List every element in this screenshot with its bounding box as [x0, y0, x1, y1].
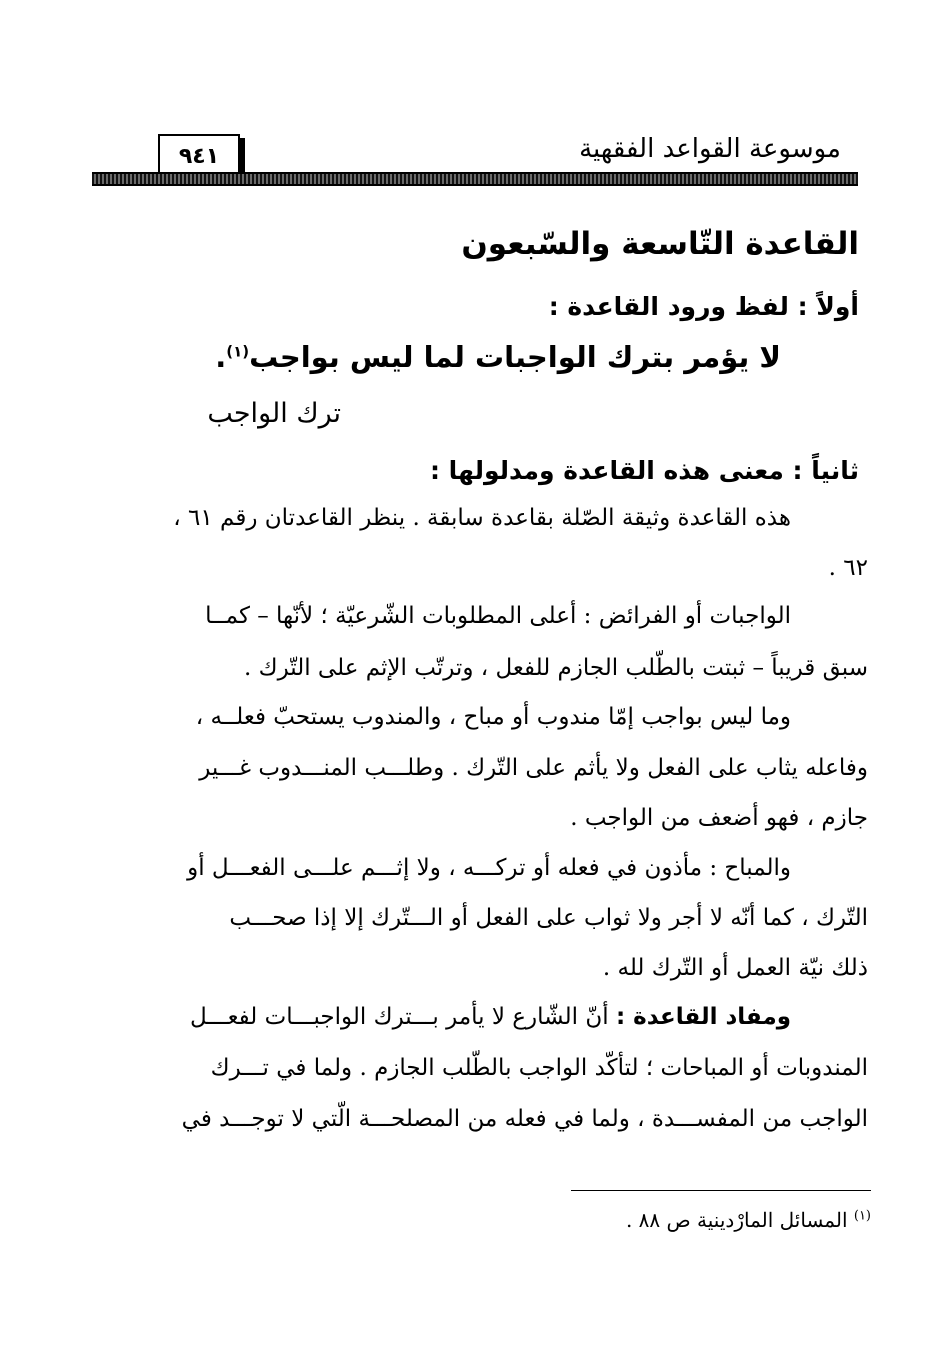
rule-statement — [215, 340, 781, 374]
body-line: ٦٢ . — [828, 555, 868, 581]
body-line: الواجبات أو الفرائض : أعلى المطلوبات الشّرعيّة ؛ لأنّها – كمــا — [205, 603, 791, 629]
body-line: الواجب من المفســـدة ، ولما في فعله من المصلحـــة الّتي لا توجـــد في — [181, 1106, 868, 1132]
rule-footnote-mark: (١) — [226, 342, 250, 361]
section-heading-second: ثانياً : معنى هذه القاعدة ومدلولها : — [429, 456, 859, 485]
running-title: موسوعة القواعد الفقهية — [579, 134, 841, 164]
header-rule — [92, 172, 858, 186]
body-line-text: أنّ الشّارع لا يأمر بـــترك الواجبـــات لفعـــل — [189, 1004, 609, 1030]
body-line: جازم ، فهو أضعف من الواجب . — [570, 805, 868, 831]
body-line: وفاعله يثاب على الفعل ولا يأثم على التّرك . وطلـــب المنـــدوب غـــير — [199, 755, 868, 781]
rule-statement-text: لا يؤمر بترك الواجبات لما ليس بواجب — [249, 340, 781, 374]
body-line: التّرك ، كما أنّه لا أجر ولا ثواب على الفعل أو الـــتّرك إلا إذا صحـــب — [229, 905, 868, 931]
body-line: سبق قريباً – ثبتت بالطّلب الجازم للفعل ، وترتّب الإثم على التّرك . — [243, 655, 868, 681]
body-line: وما ليس بواجب إمّا مندوب أو مباح ، والمندوب يستحبّ فعلــه ، — [195, 704, 791, 730]
lead-bold-label: ومفاد القاعدة : — [615, 1004, 791, 1030]
body-line: هذه القاعدة وثيقة الصّلة بقاعدة سابقة . ينظر القاعدتان رقم ٦١ ، — [173, 505, 791, 531]
footnote-mark: (١) — [853, 1208, 871, 1224]
footnote-rule — [571, 1190, 871, 1191]
body-line: المندوبات أو المباحات ؛ لتأكّد الواجب بالطّلب الجازم . ولما في تـــرك — [210, 1055, 868, 1081]
footnote-text: المسائل المارْدينية ص ٨٨ . — [625, 1208, 848, 1232]
footnote — [626, 1208, 871, 1232]
body-line — [190, 1004, 791, 1032]
section-heading-first: أولاً : لفظ ورود القاعدة : — [548, 292, 859, 321]
rule-statement-end: . — [215, 340, 227, 374]
body-line: والمباح : مأذون في فعله أو تركـــه ، ولا إثـــم علـــى الفعـــل أو — [187, 855, 791, 881]
rule-heading: القاعدة التّاسعة والسّبعون — [461, 226, 859, 262]
rule-name: ترك الواجب — [207, 398, 341, 429]
body-line: ذلك نيّة العمل أو التّرك لله . — [602, 955, 868, 981]
page-number: ٩٤١ — [158, 134, 240, 178]
